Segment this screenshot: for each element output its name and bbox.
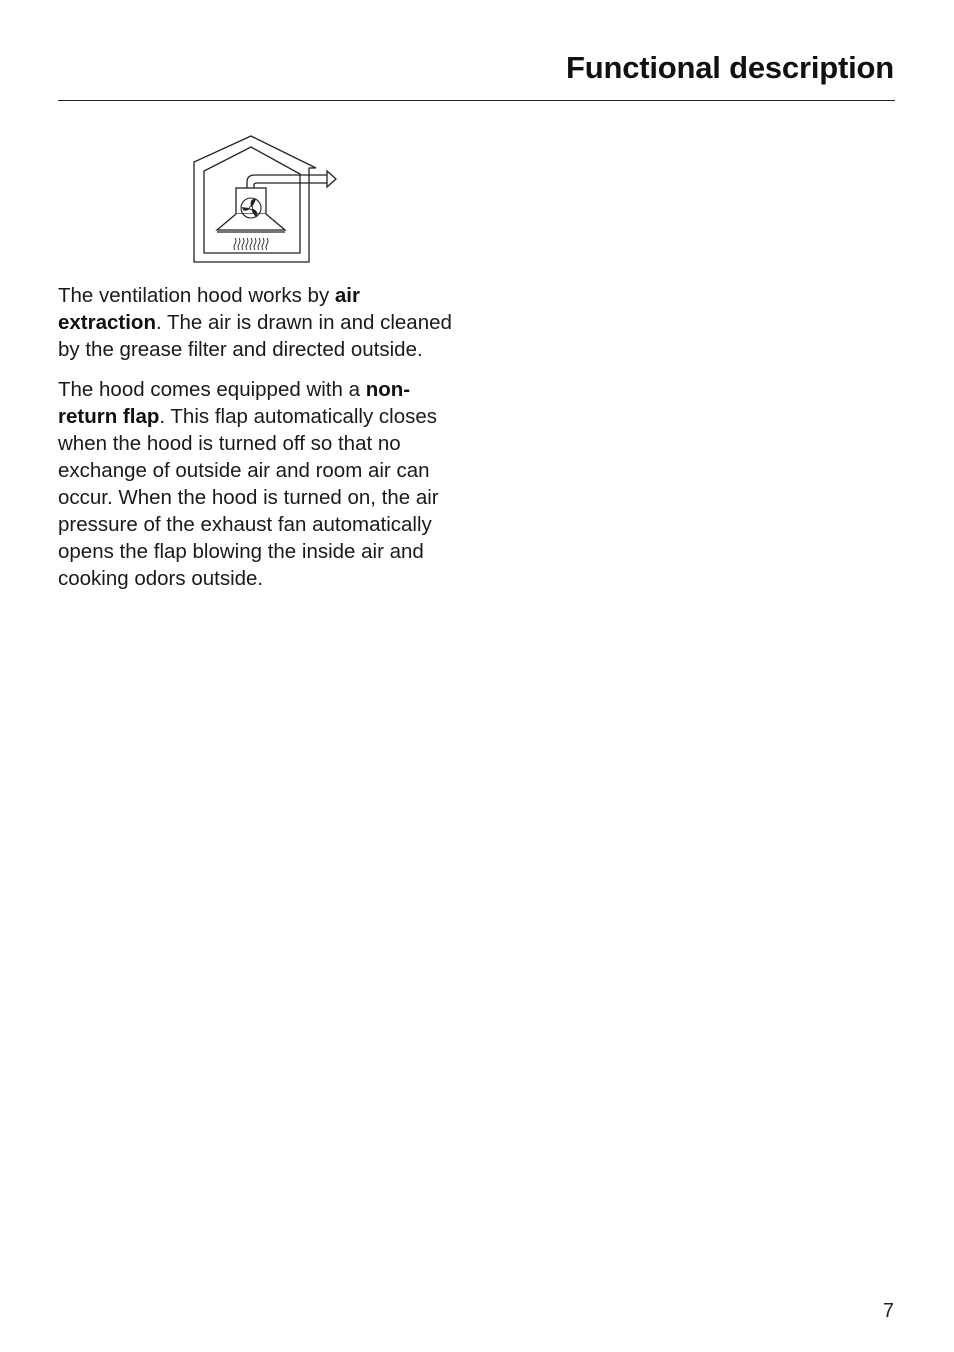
steam-icon xyxy=(234,238,268,250)
paragraph-air-extraction xyxy=(58,282,468,363)
page-title: Functional description xyxy=(565,50,894,85)
paragraph-text: . This flap automatically closes when the hood is turned off so that no exchange of outside air and room air can occur. When the hood is turned on, the air pressure of the exhaust fan automatically opens the flap blowing the inside air and cooking odors outside. xyxy=(58,405,439,590)
title-divider xyxy=(58,100,895,101)
exhaust-duct xyxy=(247,175,327,188)
bold-term: non-return flap xyxy=(58,378,411,428)
arrow-icon xyxy=(327,171,336,187)
paragraph-text: . The air is drawn in and cleaned by the grease filter and directed outside. xyxy=(58,311,452,361)
paragraph-non-return-flap xyxy=(58,376,468,592)
hood-canopy xyxy=(217,214,285,230)
paragraph-text: The hood comes equipped with a xyxy=(58,378,366,401)
hood-chimney xyxy=(236,188,266,214)
body-text xyxy=(58,282,468,605)
air-extraction-diagram xyxy=(180,128,350,268)
paragraph-text: The ventilation hood works by xyxy=(58,284,335,307)
exhaust-duct-inner xyxy=(254,183,327,188)
page-number: 7 xyxy=(882,1300,894,1322)
bold-term: air extraction xyxy=(58,284,360,334)
